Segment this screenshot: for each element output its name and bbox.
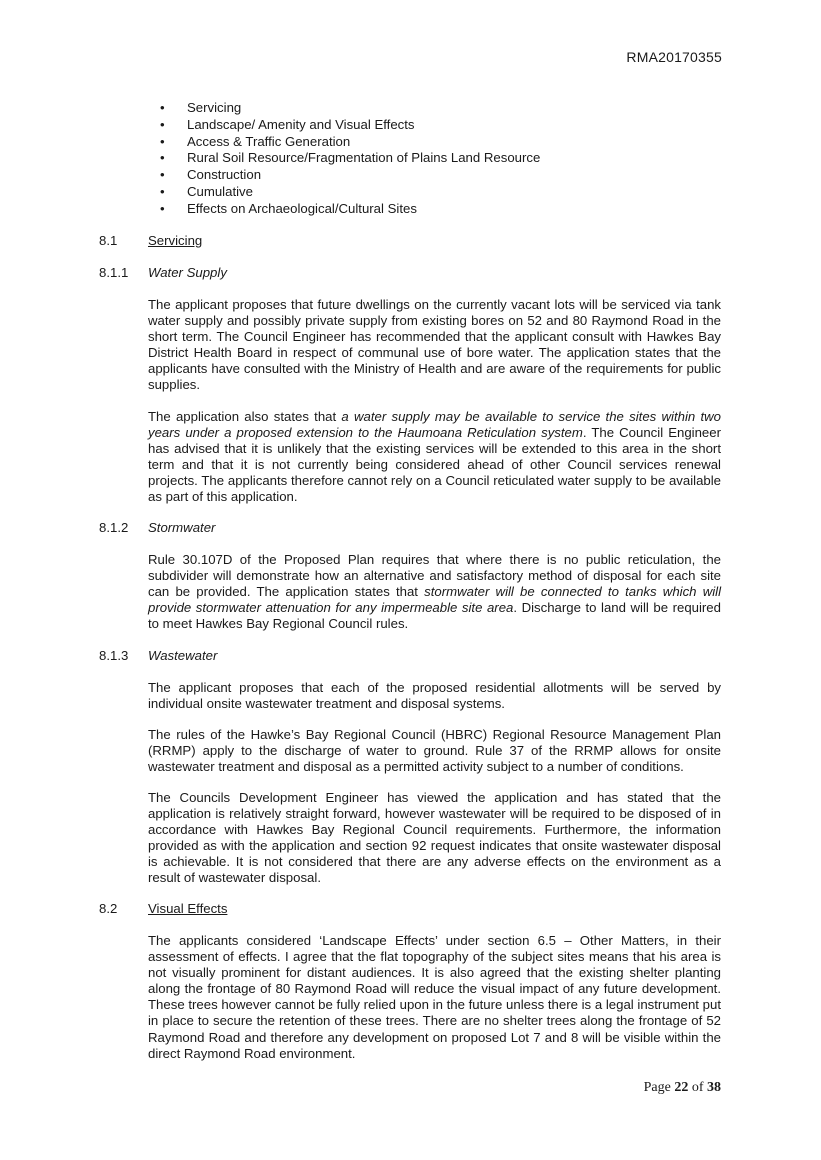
issues-list [150, 100, 540, 218]
section-heading: Visual Effects [148, 901, 228, 916]
list-item: • Effects on Archaeological/Cultural Sites [150, 201, 540, 218]
paragraph: The Councils Development Engineer has viewed the application and has stated that the application is relatively straight forward, however wastewater will be required to be disposed of in accordance with Hawkes Bay Regional Council requirements. Furthermore, the information provided as with the application and section 92 request indicates that onsite wastewater disposal is achievable. It is not considered that there are any adverse effects on the environment as a result of wastewater disposal. [148, 790, 721, 886]
document-reference: RMA20170355 [626, 49, 722, 65]
paragraph: The applicant proposes that future dwellings on the currently vacant lots will be serviced via tank water supply and possibly private supply from existing bores on 52 and 80 Raymond Road in the short term. The Council Engineer has recommended that the applicant consult with Hawkes Bay District Health Board in respect of communal use of bore water. The application states that the applicants have consulted with the Ministry of Health and are aware of the requirements for public supplies. [148, 297, 721, 393]
paragraph: The applicants considered ‘Landscape Effects’ under section 6.5 – Other Matters, in their assessment of effects. I agree that the flat topography of the subject sites means that his area is not visually prominent for distant audiences. It is also agreed that the existing shelter planting along the frontage of 80 Raymond Road will reduce the visual impact of any future development. These trees however cannot be fully relied upon in the future unless there is a legal instrument put in place to secure the retention of these trees. There are no shelter trees along the frontage of 52 Raymond Road and therefore any development on proposed Lot 7 and 8 will be visible within the direct Raymond Road environment. [148, 933, 721, 1061]
section-number: 8.1.2 [99, 520, 129, 535]
section-number: 8.1 [99, 233, 118, 248]
section-heading: Wastewater [148, 648, 218, 663]
section-heading: Stormwater [148, 520, 216, 535]
list-item: • Servicing [150, 100, 540, 117]
list-item: • Cumulative [150, 184, 540, 201]
section-number: 8.1.3 [99, 648, 129, 663]
list-item: • Construction [150, 167, 540, 184]
paragraph: The applicant proposes that each of the proposed residential allotments will be served by individual onsite wastewater treatment and disposal systems. [148, 680, 721, 712]
page-number: Page 22 of 38 [643, 1080, 721, 1095]
section-heading: Servicing [148, 233, 203, 248]
paragraph: The application also states that a water supply may be available to service the sites within two years under a proposed extension to the Haumoana Reticulation system. The Council Engineer has advised that it is unlikely that the existing services will be extended to this area in the short term and that it is not currently being considered ahead of other Council services renewal projects. The applicants therefore cannot rely on a Council reticulated water supply to be available as part of this application. [148, 409, 721, 505]
list-item: • Landscape/ Amenity and Visual Effects [150, 117, 540, 134]
list-item: • Access & Traffic Generation [150, 134, 540, 151]
paragraph: The rules of the Hawke’s Bay Regional Council (HBRC) Regional Resource Management Plan (RRMP) apply to the discharge of water to ground. Rule 37 of the RRMP allows for onsite wastewater treatment and disposal as a permitted activity subject to a number of conditions. [148, 727, 721, 775]
list-item: • Rural Soil Resource/Fragmentation of Plains Land Resource [150, 150, 540, 167]
paragraph: Rule 30.107D of the Proposed Plan requires that where there is no public reticulation, the subdivider will demonstrate how an alternative and satisfactory method of disposal for each site can be provided. The application states that stormwater will be connected to tanks which will provide stormwater attenuation for any impermeable site area. Discharge to land will be required to meet Hawkes Bay Regional Council rules. [148, 552, 722, 632]
section-number: 8.2 [99, 901, 118, 916]
section-number: 8.1.1 [99, 265, 129, 280]
section-heading: Water Supply [148, 265, 227, 280]
